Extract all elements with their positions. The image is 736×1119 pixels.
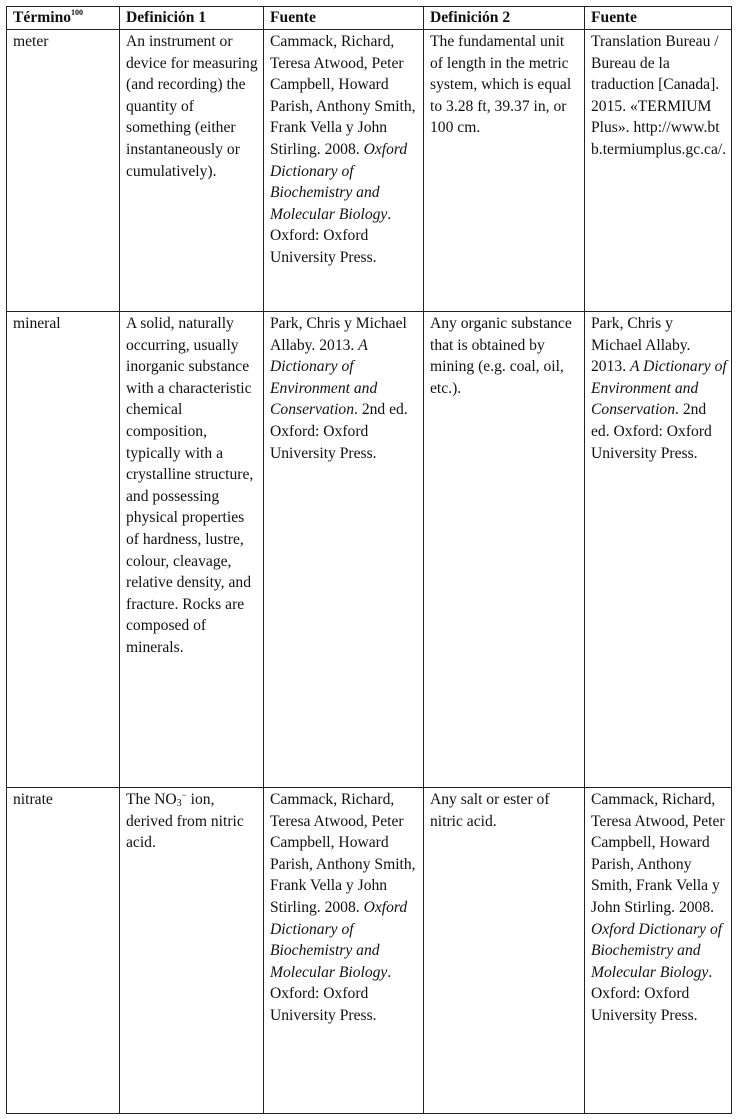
table-row — [7, 788, 732, 1114]
definition-1-cell: An instrument or device for measuring (and recording) the quantity of something (either instantaneously or cumulatively). — [120, 30, 264, 312]
header-definition-2: Definición 2 — [424, 7, 585, 30]
source-url: http://www.btb.termiumplus.gc.ca/. — [591, 119, 727, 158]
source-text: Cammack, Richard, Teresa Atwood, Peter Campbell, Howard Parish, Anthony Smith, Frank Vella y John Stirling. 2008. — [270, 791, 416, 916]
source-text: . Oxford: Oxford University Press. — [270, 205, 392, 266]
source-title: A Dictionary of Environment and Conservation — [591, 358, 727, 419]
source-1-cell — [264, 788, 424, 1114]
header-source-1: Fuente — [264, 7, 424, 30]
source-1-cell — [264, 30, 424, 312]
ion-charge: − — [181, 789, 187, 800]
source-text: Park, Chris y Michael Allaby. 2013. — [270, 315, 407, 354]
definition-text: ion, derived from nitric acid. — [126, 791, 244, 852]
source-text: Cammack, Richard, Teresa Atwood, Peter Campbell, Howard Parish, Anthony Smith, Frank Vella y John Stirling. 2008. — [270, 33, 416, 158]
definition-2-cell: Any organic substance that is obtained by mining (e.g. coal, oil, etc.). — [424, 312, 585, 788]
source-text: Park, Chris y Michael Allaby. 2013. — [591, 315, 691, 376]
term-cell: mineral — [7, 312, 120, 788]
table-row — [7, 30, 732, 312]
header-term-label: Término — [13, 9, 72, 26]
source-2-cell — [585, 312, 732, 788]
source-title: Oxford Dictionary of Biochemistry and Molecular Biology — [270, 140, 408, 223]
source-text: . 2nd ed. Oxford: Oxford University Press. — [591, 401, 712, 462]
header-source-2: Fuente — [585, 7, 732, 30]
definition-text: The NO — [126, 791, 177, 808]
source-text: Cammack, Richard, Teresa Atwood, Peter Campbell, Howard Parish, Anthony Smith, Frank Vella y John Stirling. 2008. — [591, 791, 725, 916]
source-text: . 2nd ed. Oxford: Oxford University Press. — [270, 401, 408, 462]
table-row — [7, 312, 732, 788]
term-cell: nitrate — [7, 788, 120, 1114]
source-title: A Dictionary of Environment and Conservation — [270, 336, 378, 419]
table-header-row — [7, 7, 732, 30]
terminology-table — [6, 6, 732, 1114]
source-1-cell — [264, 312, 424, 788]
header-definition-1: Definición 1 — [120, 7, 264, 30]
source-text: Translation Bureau / Bureau de la traduction [Canada]. 2015. «TERMIUM Plus». — [591, 33, 720, 137]
source-title: Oxford Dictionary of Biochemistry and Molecular Biology — [270, 898, 408, 981]
source-title: Oxford Dictionary of Biochemistry and Molecular Biology — [591, 920, 723, 981]
definition-2-cell: The fundamental unit of length in the metric system, which is equal to 3.28 ft, 39.37 in, or 100 cm. — [424, 30, 585, 312]
definition-1-cell: A solid, naturally occurring, usually inorganic substance with a characteristic chemical composition, typically with a crystalline structure, and possessing physical properties of hardness, lustre, colour, cleavage, relative density, and fracture. Rocks are composed of minerals. — [120, 312, 264, 788]
source-2-cell — [585, 788, 732, 1114]
ion-subscript: 3 — [176, 798, 182, 809]
term-cell: meter — [7, 30, 120, 312]
source-2-cell — [585, 30, 732, 312]
definition-1-cell — [120, 788, 264, 1114]
source-text: . Oxford: Oxford University Press. — [270, 963, 392, 1024]
definition-2-cell: Any salt or ester of nitric acid. — [424, 788, 585, 1114]
source-text: . Oxford: Oxford University Press. — [591, 963, 713, 1024]
header-term — [7, 7, 120, 30]
footnote-marker: 100 — [71, 7, 84, 17]
